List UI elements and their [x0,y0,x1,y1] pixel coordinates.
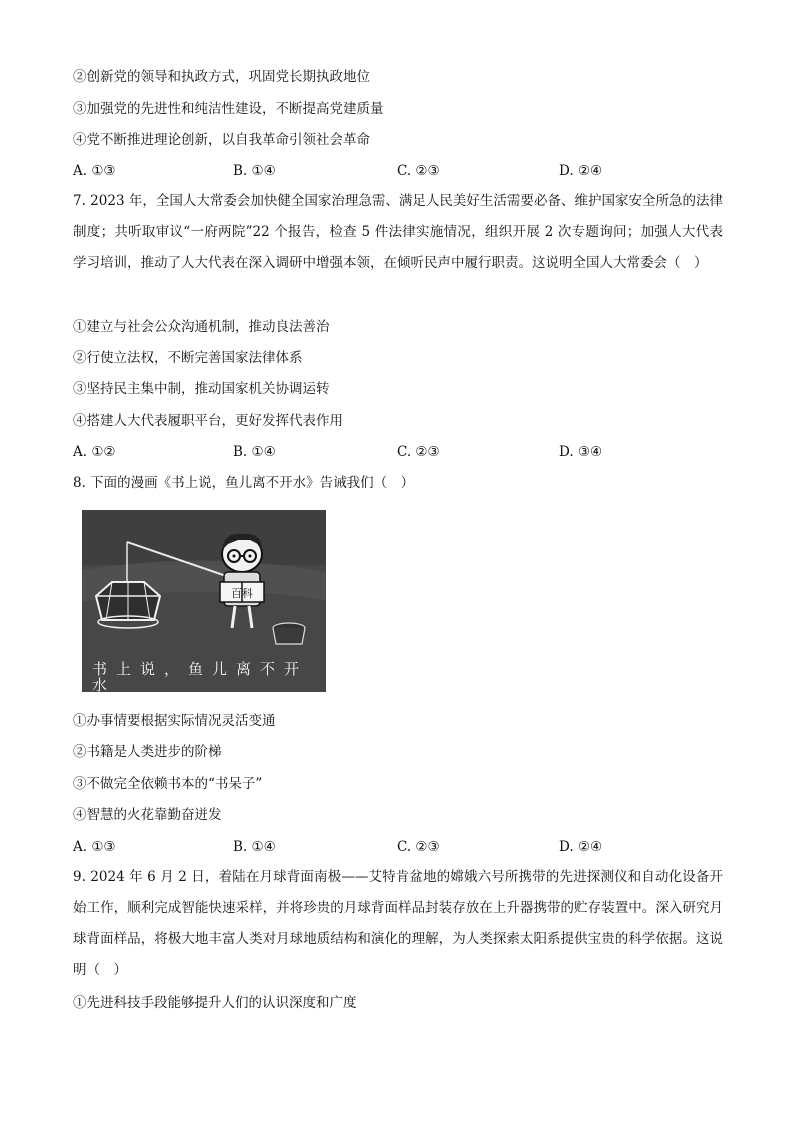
q7-options [73,443,723,461]
q7-item-2: ②行使立法权，不断完善国家法律体系 [73,350,303,366]
q6-item-4: ④党不断推进理论创新，以自我革命引领社会革命 [73,132,370,148]
q8-item-1: ①办事情要根据实际情况灵活变通 [73,713,276,729]
q7-option-c[interactable]: C. ②③ [397,444,440,460]
q6-option-c[interactable]: C. ②③ [397,163,440,179]
q6-item-3: ③加强党的先进性和纯洁性建设，不断提高党建质量 [73,101,384,117]
q9-stem: 9. 2024 年 6 月 2 日，着陆在月球背面南极——艾特肯盆地的嫦娥六号所携带的先进探测仪和自动化设备开始工作，顺利完成智能快速采样，并将珍贵的月球背面样品封装存放在上升器携带的贮存装置中。深入研究月球背面样品，将极大地丰富人类对月球地质结构和演化的理解，为人类探索太阳系提供宝贵的科学依据。这说明（ ） [73,869,723,978]
q7-item-4: ④搭建人大代表履职平台，更好发挥代表作用 [73,413,343,429]
cartoon-image [82,510,326,692]
q8-option-d[interactable]: D. ②④ [559,839,603,855]
q6-item-2: ②创新党的领导和执政方式，巩固党长期执政地位 [73,69,370,85]
q7-option-a[interactable]: A. ①② [73,444,116,460]
q7-option-d[interactable]: D. ③④ [559,444,603,460]
q6-option-b[interactable]: B. ①④ [233,163,276,179]
q6-option-d[interactable]: D. ②④ [559,163,603,179]
cartoon-caption-line2: 水 [92,676,117,692]
q7-option-b[interactable]: B. ①④ [233,444,276,460]
q8-option-c[interactable]: C. ②③ [397,839,440,855]
q8-item-2: ②书籍是人类进步的阶梯 [73,744,222,760]
q6-options [73,162,723,180]
q7-item-1: ①建立与社会公众沟通机制，推动良法善治 [73,319,330,335]
book-cover-text: 百科 [231,587,253,600]
q9-item-1: ①先进科技手段能够提升人们的认识深度和广度 [73,995,357,1011]
q8-stem: 8. 下面的漫画《书上说，鱼儿离不开水》告诫我们（ ） [73,475,415,491]
q8-options [73,838,723,856]
q6-option-a[interactable]: A. ①③ [73,163,116,179]
q8-item-3: ③不做完全依赖书本的“书呆子” [73,776,263,792]
q8-option-b[interactable]: B. ①④ [233,839,276,855]
cartoon-caption-line1: 书上说，鱼儿离不开 [92,660,309,678]
q7-item-3: ③坚持民主集中制，推动国家机关协调运转 [73,381,330,397]
q8-item-4: ④智慧的火花靠勤奋迸发 [73,807,222,823]
q8-option-a[interactable]: A. ①③ [73,839,116,855]
q7-stem: 7. 2023 年，全国人大常委会加快健全国家治理急需、满足人民美好生活需要必备、维护国家安全所急的法律制度；共听取审议“一府两院”22 个报告，检查 5 件法律实施情况，组织开展 2 次专题询问；加强人大代表学习培训，推动了人大代表在深入调研中增强本领，在倾听民声中履行职责。这说明全国人大常委会（ ） [73,193,723,271]
